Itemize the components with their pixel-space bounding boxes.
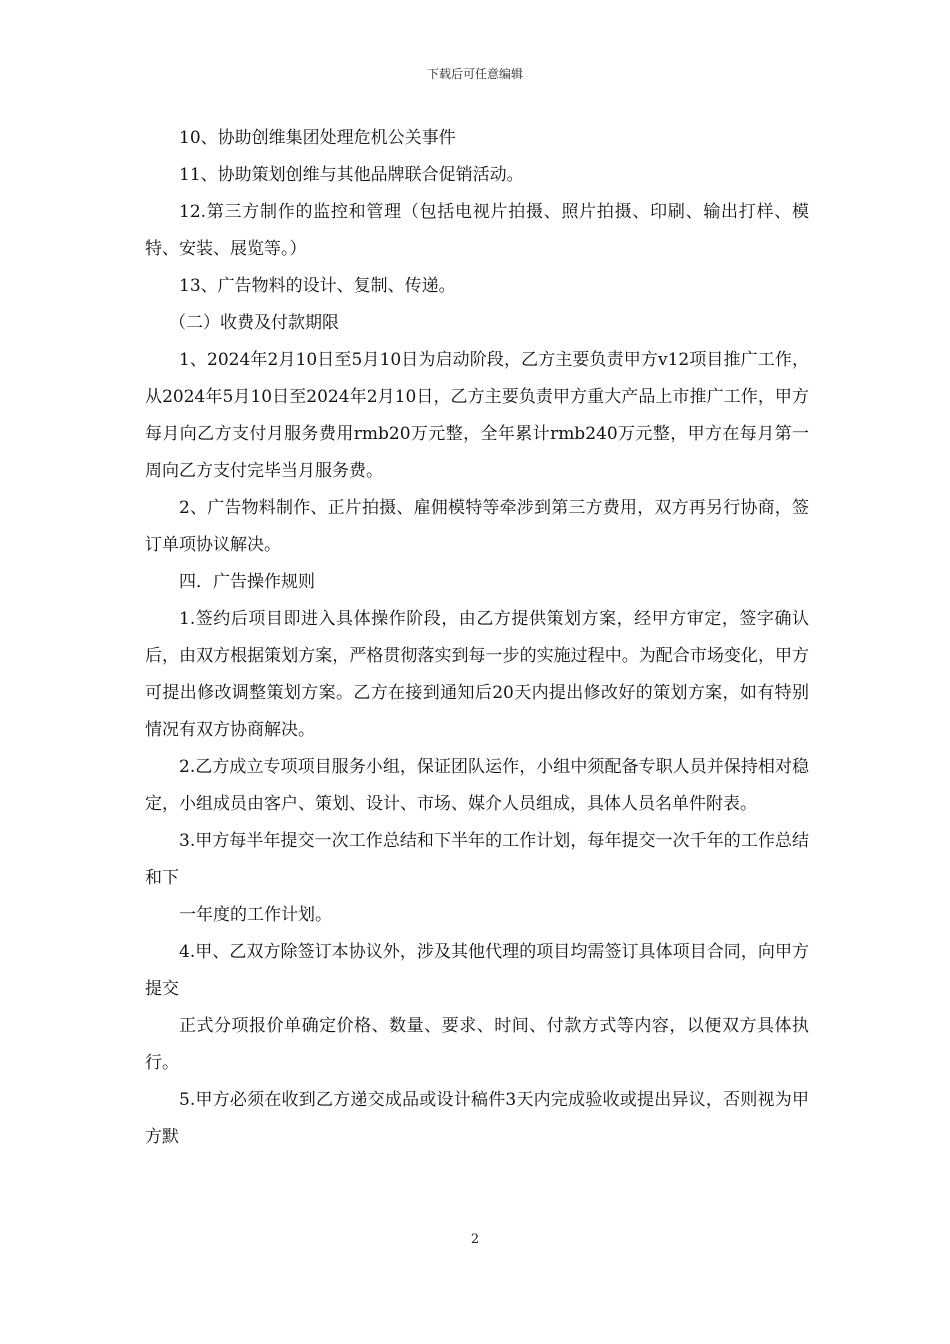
paragraph-rule-1: 1.签约后项目即进入具体操作阶段，由乙方提供策划方案，经甲方审定，签字确认后，由双方根据策划方案，严格贯彻落实到每一步的实施过程中。为配合市场变化，甲方可提出修改调整策划方案。乙方在接到通知后20天内提出修改好的策划方案，如有特别情况有双方协商解决。 xyxy=(145,609,809,740)
paragraph-item-13: 13、广告物料的设计、复制、传递。 xyxy=(179,276,456,296)
section-heading-rules: 四．广告操作规则 xyxy=(179,572,315,592)
paragraph-fee-1: 1、2024年2月10日至5月10日为启动阶段，乙方主要负责甲方v12项目推广工作，从2024年5月10日至2024年2月10日，乙方主要负责甲方重大产品上市推广工作，甲方每月向乙方支付月服务费用rmb20万元整，全年累计rmb240万元整，甲方在每月第一周向乙方支付完毕当月服务费。 xyxy=(145,350,809,481)
paragraph-item-10: 10、协助创维集团处理危机公关事件 xyxy=(179,128,456,148)
paragraph-item-11: 11、协助策划创维与其他品牌联合促销活动。 xyxy=(179,165,524,185)
paragraph-rule-5: 5.甲方必须在收到乙方递交成品或设计稿件3天内完成验收或提出异议，否则视为甲方默 xyxy=(145,1090,809,1147)
page-header: 下载后可任意编辑 xyxy=(426,67,523,81)
document-body xyxy=(145,120,809,1156)
paragraph-rule-3-continued: 一年度的工作计划。 xyxy=(179,905,332,925)
paragraph-rule-4-continued: 正式分项报价单确定价格、数量、要求、时间、付款方式等内容，以便双方具体执行。 xyxy=(145,1016,809,1073)
paragraph-rule-3: 3.甲方每半年提交一次工作总结和下半年的工作计划，每年提交一次千年的工作总结和下 xyxy=(145,831,809,888)
paragraph-rule-4: 4.甲、乙双方除签订本协议外，涉及其他代理的项目均需签订具体项目合同，向甲方提交 xyxy=(145,942,809,999)
section-heading-fees: （二）收费及付款期限 xyxy=(169,313,339,333)
paragraph-fee-2: 2、广告物料制作、正片拍摄、雇佣模特等牵涉到第三方费用，双方再另行协商，签订单项协议解决。 xyxy=(145,498,809,555)
page-number: 2 xyxy=(470,1232,480,1247)
paragraph-rule-2: 2.乙方成立专项项目服务小组，保证团队运作，小组中须配备专职人员并保持相对稳定，小组成员由客户、策划、设计、市场、媒介人员组成，具体人员名单件附表。 xyxy=(145,757,809,814)
paragraph-item-12: 12.第三方制作的监控和管理（包括电视片拍摄、照片拍摄、印刷、输出打样、模特、安装、展览等。） xyxy=(145,202,809,259)
